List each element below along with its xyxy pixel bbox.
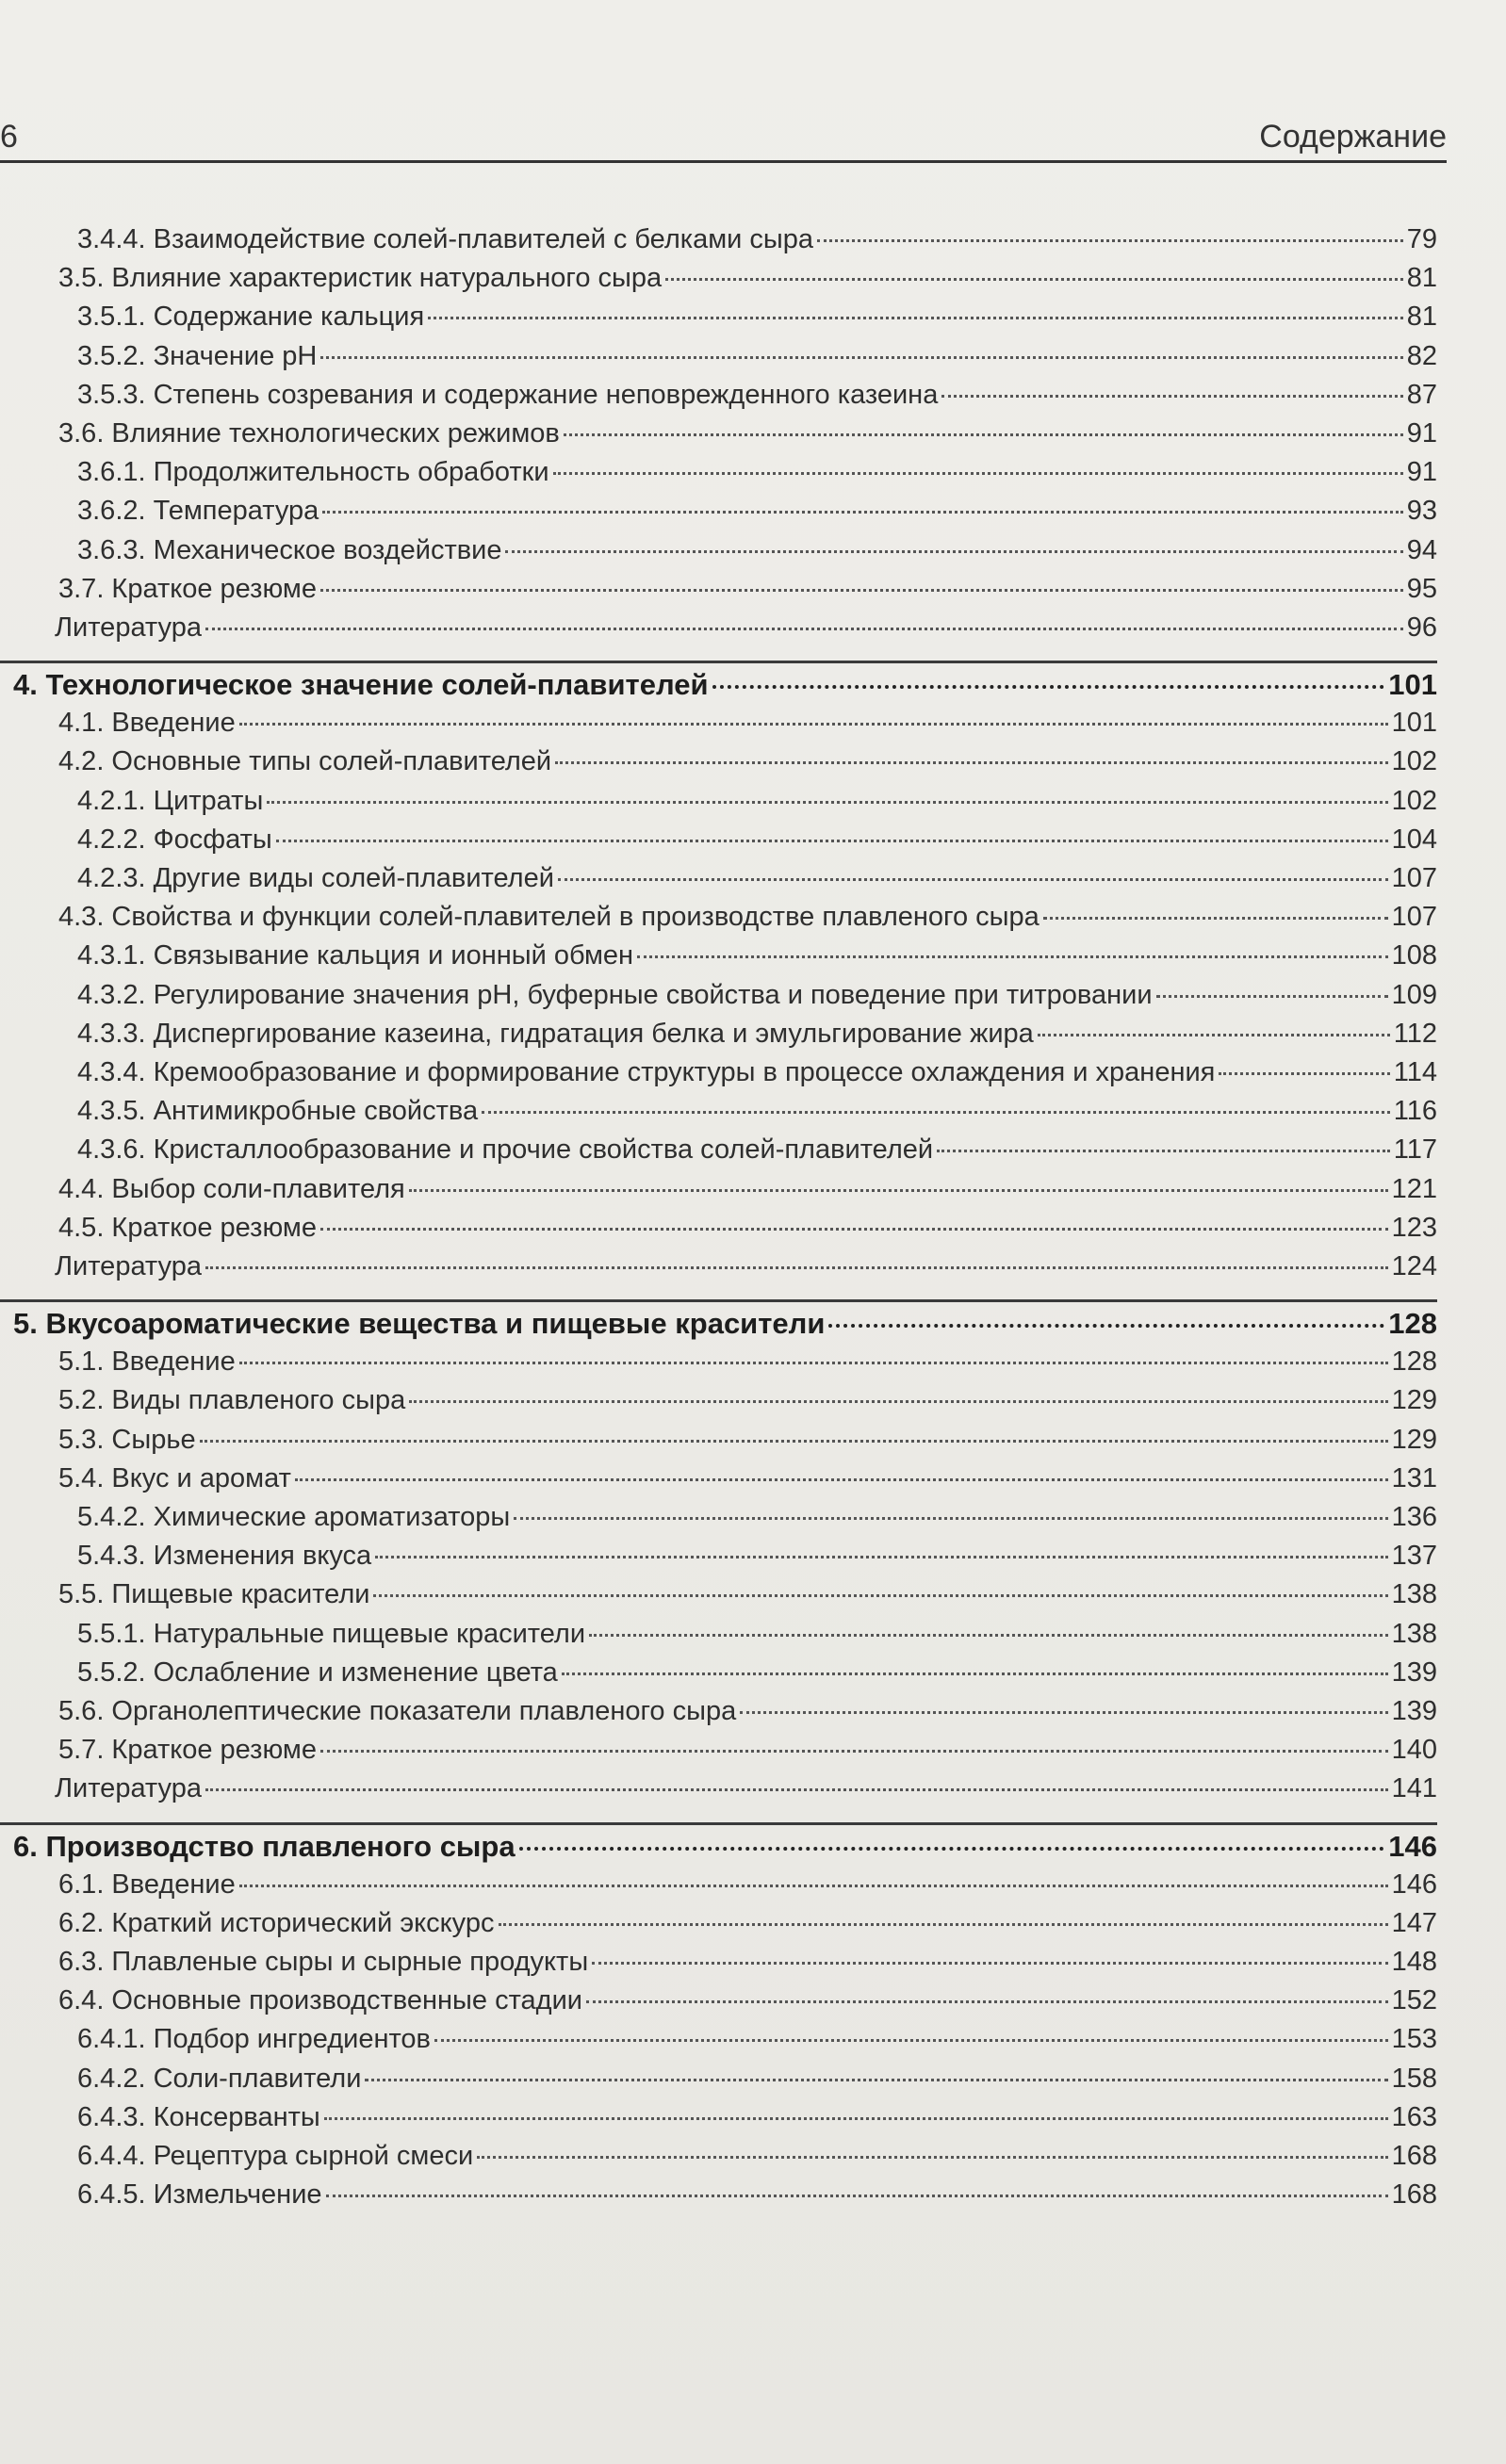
toc-entry-title: 4.4. Выбор соли-плавителя — [58, 1173, 405, 1204]
toc-entry — [0, 1343, 1437, 1381]
toc-entry-page: 114 — [1393, 1056, 1437, 1087]
dot-leader — [205, 1788, 1388, 1791]
toc-entry-page: 94 — [1406, 534, 1437, 565]
dot-leader — [375, 1556, 1387, 1558]
dot-leader — [320, 589, 1403, 592]
toc-entry-page: 91 — [1406, 457, 1437, 488]
dot-leader — [514, 1517, 1387, 1520]
toc-entry — [0, 492, 1437, 530]
toc-entry-title: 5.5.1. Натуральные пищевые красители — [77, 1618, 586, 1649]
toc-entry-title: 4.3.2. Регулирование значения pH, буферные свойства и поведение при титровании — [77, 979, 1153, 1010]
toc-entry-page: 109 — [1391, 979, 1437, 1010]
toc-entry — [0, 1943, 1437, 1982]
toc-entry — [0, 1866, 1437, 1904]
toc-entry-page: 121 — [1391, 1173, 1437, 1204]
toc-entry — [0, 415, 1437, 453]
dot-leader — [562, 1673, 1388, 1675]
dot-leader — [499, 1923, 1388, 1926]
dot-leader — [409, 1189, 1388, 1192]
dot-leader — [553, 472, 1403, 475]
toc-entry-title: 6.4.4. Рецептура сырной смеси — [77, 2141, 474, 2171]
toc-entry-title: 3.6.2. Температура — [77, 496, 319, 527]
toc-entry — [0, 1982, 1437, 2020]
dot-leader — [1038, 1034, 1390, 1036]
toc-entry-title: 6.2. Краткий исторический экскурс — [58, 1907, 495, 1938]
toc-entry-page: 91 — [1406, 417, 1437, 449]
toc-chapter-entry — [0, 665, 1437, 704]
toc-entry — [0, 1498, 1437, 1537]
dot-leader — [817, 239, 1403, 242]
toc-entry — [0, 259, 1437, 298]
toc-entry — [0, 1731, 1437, 1770]
toc-entry — [0, 859, 1437, 898]
toc-entry-page: 139 — [1391, 1695, 1437, 1726]
toc-entry — [0, 742, 1437, 781]
dot-leader — [428, 317, 1403, 319]
toc-entry — [0, 2176, 1437, 2214]
toc-entry-title: 6.4.2. Соли-плавители — [77, 2063, 362, 2094]
toc-entry-page: 128 — [1388, 1307, 1437, 1341]
dot-leader — [365, 2079, 1387, 2081]
toc-entry-page: 112 — [1393, 1018, 1437, 1049]
toc-entry-page: 146 — [1388, 1829, 1437, 1863]
toc-entry-title: 5.6. Органолептические показатели плавленого сыра — [58, 1695, 737, 1726]
dot-leader — [205, 628, 1403, 630]
toc-entry — [0, 2137, 1437, 2176]
toc-entry — [0, 1092, 1437, 1131]
toc-entry — [0, 1904, 1437, 1943]
dot-leader — [276, 840, 1388, 842]
dot-leader — [320, 1228, 1388, 1231]
dot-leader — [1043, 917, 1388, 920]
toc-entry-page: 168 — [1391, 2141, 1437, 2171]
dot-leader — [1219, 1072, 1389, 1075]
table-of-contents — [0, 220, 1437, 2214]
dot-leader — [295, 1478, 1388, 1481]
toc-entry-page: 102 — [1391, 746, 1437, 777]
dot-leader — [592, 1962, 1387, 1965]
dot-leader — [1156, 995, 1388, 998]
toc-entry — [0, 376, 1437, 415]
toc-entry — [0, 2098, 1437, 2137]
toc-entry — [0, 976, 1437, 1015]
dot-leader — [941, 395, 1402, 398]
dot-leader — [564, 433, 1403, 436]
toc-entry-title: 3.6.1. Продолжительность обработки — [77, 457, 549, 488]
toc-entry-title: 4.1. Введение — [58, 708, 236, 739]
toc-entry-page: 82 — [1406, 340, 1437, 371]
toc-entry-page: 102 — [1391, 785, 1437, 816]
dot-leader — [320, 1750, 1388, 1753]
toc-entry-page: 101 — [1388, 668, 1437, 702]
toc-entry-title: 6.4.3. Консерванты — [77, 2101, 320, 2132]
toc-entry-page: 146 — [1391, 1868, 1437, 1900]
dot-leader — [320, 356, 1402, 359]
toc-entry — [0, 821, 1437, 859]
dot-leader — [637, 955, 1388, 958]
toc-section — [0, 220, 1437, 647]
toc-entry-title: 4.2.2. Фосфаты — [77, 824, 272, 855]
toc-entry-page: 129 — [1391, 1385, 1437, 1416]
toc-entry — [0, 2020, 1437, 2059]
toc-entry-title: 3.5.2. Значение pH — [77, 340, 318, 371]
toc-entry — [0, 531, 1437, 570]
toc-entry-page: 87 — [1406, 379, 1437, 410]
dot-leader — [505, 550, 1402, 553]
toc-entry — [0, 1615, 1437, 1654]
toc-entry — [0, 1015, 1437, 1053]
dot-leader — [373, 1594, 1387, 1597]
toc-entry-title: 4.3. Свойства и функции солей-плавителей в производстве плавленого сыра — [58, 902, 1039, 933]
toc-entry-page: 140 — [1391, 1735, 1437, 1766]
toc-entry-page: 129 — [1391, 1424, 1437, 1455]
page-number: 6 — [0, 119, 18, 155]
toc-entry-page: 139 — [1391, 1656, 1437, 1688]
toc-entry-page: 141 — [1391, 1773, 1437, 1804]
toc-entry-title: 6. Производство плавленого сыра — [13, 1829, 516, 1863]
toc-entry — [0, 1692, 1437, 1731]
toc-entry-title: 5.5.2. Ослабление и изменение цвета — [77, 1656, 558, 1688]
toc-entry — [0, 1770, 1437, 1808]
dot-leader — [477, 2156, 1387, 2159]
toc-entry — [0, 937, 1437, 975]
toc-entry — [0, 220, 1437, 259]
toc-entry-page: 116 — [1393, 1096, 1437, 1127]
toc-entry-title: 4.5. Краткое резюме — [58, 1212, 317, 1243]
toc-entry-title: 5.4.2. Химические ароматизаторы — [77, 1502, 511, 1532]
toc-entry-title: 4.2.1. Цитраты — [77, 785, 264, 816]
toc-chapter-entry — [0, 1304, 1437, 1343]
toc-entry-page: 158 — [1391, 2063, 1437, 2094]
dot-leader — [519, 1847, 1385, 1851]
toc-entry — [0, 1209, 1437, 1248]
toc-entry-title: 5. Вкусоароматические вещества и пищевые красители — [13, 1307, 826, 1341]
toc-entry-page: 124 — [1391, 1250, 1437, 1281]
toc-entry-page: 147 — [1391, 1907, 1437, 1938]
toc-entry-title: 4.3.3. Диспергирование казеина, гидратация белка и эмульгирование жира — [77, 1018, 1034, 1049]
toc-entry-title: 3.5.3. Степень созревания и содержание неповрежденного казеина — [77, 379, 939, 410]
toc-entry-page: 81 — [1406, 302, 1437, 333]
toc-entry-page: 128 — [1391, 1346, 1437, 1378]
dot-leader — [937, 1150, 1390, 1152]
toc-entry-page: 123 — [1391, 1212, 1437, 1243]
toc-entry-title: 6.1. Введение — [58, 1868, 236, 1900]
toc-entry-page: 81 — [1406, 263, 1437, 294]
toc-entry-title: 5.5. Пищевые красители — [58, 1579, 370, 1610]
toc-entry-page: 137 — [1391, 1541, 1437, 1572]
toc-entry-page: 95 — [1406, 573, 1437, 604]
toc-entry — [0, 337, 1437, 376]
toc-entry-page: 93 — [1406, 496, 1437, 527]
toc-entry — [0, 1131, 1437, 1169]
dot-leader — [555, 761, 1387, 764]
dot-leader — [239, 1362, 1388, 1364]
toc-entry-title: 5.4.3. Изменения вкуса — [77, 1541, 372, 1572]
toc-entry-title: 3.6.3. Механическое воздействие — [77, 534, 502, 565]
toc-entry-page: 101 — [1391, 708, 1437, 739]
toc-chapter-entry — [0, 1827, 1437, 1866]
toc-entry-title: Литература — [55, 612, 202, 643]
toc-entry-title: 6.4.1. Подбор ингредиентов — [77, 2024, 431, 2055]
dot-leader — [828, 1324, 1384, 1328]
dot-leader — [589, 1634, 1388, 1637]
running-title: Содержание — [1259, 119, 1447, 155]
dot-leader — [324, 2117, 1388, 2120]
toc-entry-page: 117 — [1393, 1134, 1437, 1166]
toc-entry-page: 104 — [1391, 824, 1437, 855]
toc-entry — [0, 1170, 1437, 1209]
toc-entry-page: 107 — [1391, 902, 1437, 933]
toc-entry-title: 5.4. Вкус и аромат — [58, 1462, 291, 1493]
dot-leader — [322, 511, 1402, 514]
dot-leader — [586, 2000, 1388, 2003]
toc-entry-title: 3.4.4. Взаимодействие солей-плавителей с белками сыра — [77, 224, 814, 254]
toc-entry — [0, 1460, 1437, 1498]
toc-entry — [0, 1654, 1437, 1692]
toc-entry-page: 138 — [1391, 1618, 1437, 1649]
dot-leader — [740, 1711, 1387, 1714]
dot-leader — [239, 723, 1388, 726]
toc-entry-title: 4. Технологическое значение солей-плавителей — [13, 668, 709, 702]
page-header — [0, 113, 1447, 163]
toc-entry-title: 5.1. Введение — [58, 1346, 236, 1378]
toc-entry — [0, 1421, 1437, 1460]
toc-entry — [0, 782, 1437, 821]
toc-section — [0, 1822, 1437, 2215]
dot-leader — [267, 801, 1387, 804]
toc-entry-page: 136 — [1391, 1502, 1437, 1532]
dot-leader — [665, 278, 1403, 281]
toc-entry-title: 6.4.5. Измельчение — [77, 2179, 322, 2211]
toc-entry-title: 4.3.1. Связывание кальция и ионный обмен — [77, 940, 634, 971]
toc-entry-title: Литература — [55, 1773, 202, 1804]
toc-section — [0, 661, 1437, 1286]
toc-entry-page: 163 — [1391, 2101, 1437, 2132]
dot-leader — [482, 1111, 1390, 1114]
toc-entry — [0, 609, 1437, 647]
toc-entry — [0, 704, 1437, 742]
toc-entry-title: 3.5. Влияние характеристик натурального сыра — [58, 263, 663, 294]
toc-entry-page: 96 — [1406, 612, 1437, 643]
toc-entry-page: 153 — [1391, 2024, 1437, 2055]
toc-entry-page: 148 — [1391, 1947, 1437, 1978]
toc-entry-title: 5.2. Виды плавленого сыра — [58, 1385, 406, 1416]
dot-leader — [205, 1266, 1388, 1269]
dot-leader — [200, 1440, 1388, 1443]
toc-entry-title: 4.3.5. Антимикробные свойства — [77, 1096, 479, 1127]
dot-leader — [409, 1400, 1387, 1403]
dot-leader — [326, 2195, 1388, 2197]
toc-entry — [0, 453, 1437, 492]
toc-entry-title: 5.7. Краткое резюме — [58, 1735, 317, 1766]
toc-entry-title: 3.6. Влияние технологических режимов — [58, 417, 560, 449]
toc-entry-title: 6.4. Основные производственные стадии — [58, 1985, 582, 2016]
toc-entry — [0, 2060, 1437, 2098]
toc-entry — [0, 1248, 1437, 1286]
dot-leader — [434, 2039, 1388, 2042]
toc-entry-page: 131 — [1391, 1462, 1437, 1493]
toc-entry-page: 168 — [1391, 2179, 1437, 2211]
toc-entry-title: 6.3. Плавленые сыры и сырные продукты — [58, 1947, 589, 1978]
toc-entry — [0, 1537, 1437, 1575]
toc-entry-title: 4.3.6. Кристаллообразование и прочие свойства солей-плавителей — [77, 1134, 934, 1166]
toc-entry-page: 107 — [1391, 863, 1437, 893]
toc-entry — [0, 1053, 1437, 1092]
dot-leader — [558, 878, 1388, 881]
toc-entry-title: Литература — [55, 1250, 202, 1281]
dot-leader — [712, 685, 1385, 689]
toc-entry — [0, 298, 1437, 336]
toc-entry — [0, 898, 1437, 937]
toc-entry-title: 3.5.1. Содержание кальция — [77, 302, 425, 333]
toc-entry — [0, 1575, 1437, 1614]
toc-entry-title: 3.7. Краткое резюме — [58, 573, 317, 604]
toc-entry-page: 108 — [1391, 940, 1437, 971]
toc-entry-page: 138 — [1391, 1579, 1437, 1610]
toc-entry-title: 4.2.3. Другие виды солей-плавителей — [77, 863, 554, 893]
toc-entry-title: 4.3.4. Кремообразование и формирование структуры в процессе охлаждения и хранения — [77, 1056, 1216, 1087]
toc-entry — [0, 1381, 1437, 1420]
toc-entry — [0, 570, 1437, 609]
toc-entry-title: 5.3. Сырье — [58, 1424, 196, 1455]
toc-entry-page: 152 — [1391, 1985, 1437, 2016]
dot-leader — [239, 1885, 1388, 1887]
toc-section — [0, 1299, 1437, 1808]
toc-entry-page: 79 — [1406, 224, 1437, 254]
toc-entry-title: 4.2. Основные типы солей-плавителей — [58, 746, 552, 777]
